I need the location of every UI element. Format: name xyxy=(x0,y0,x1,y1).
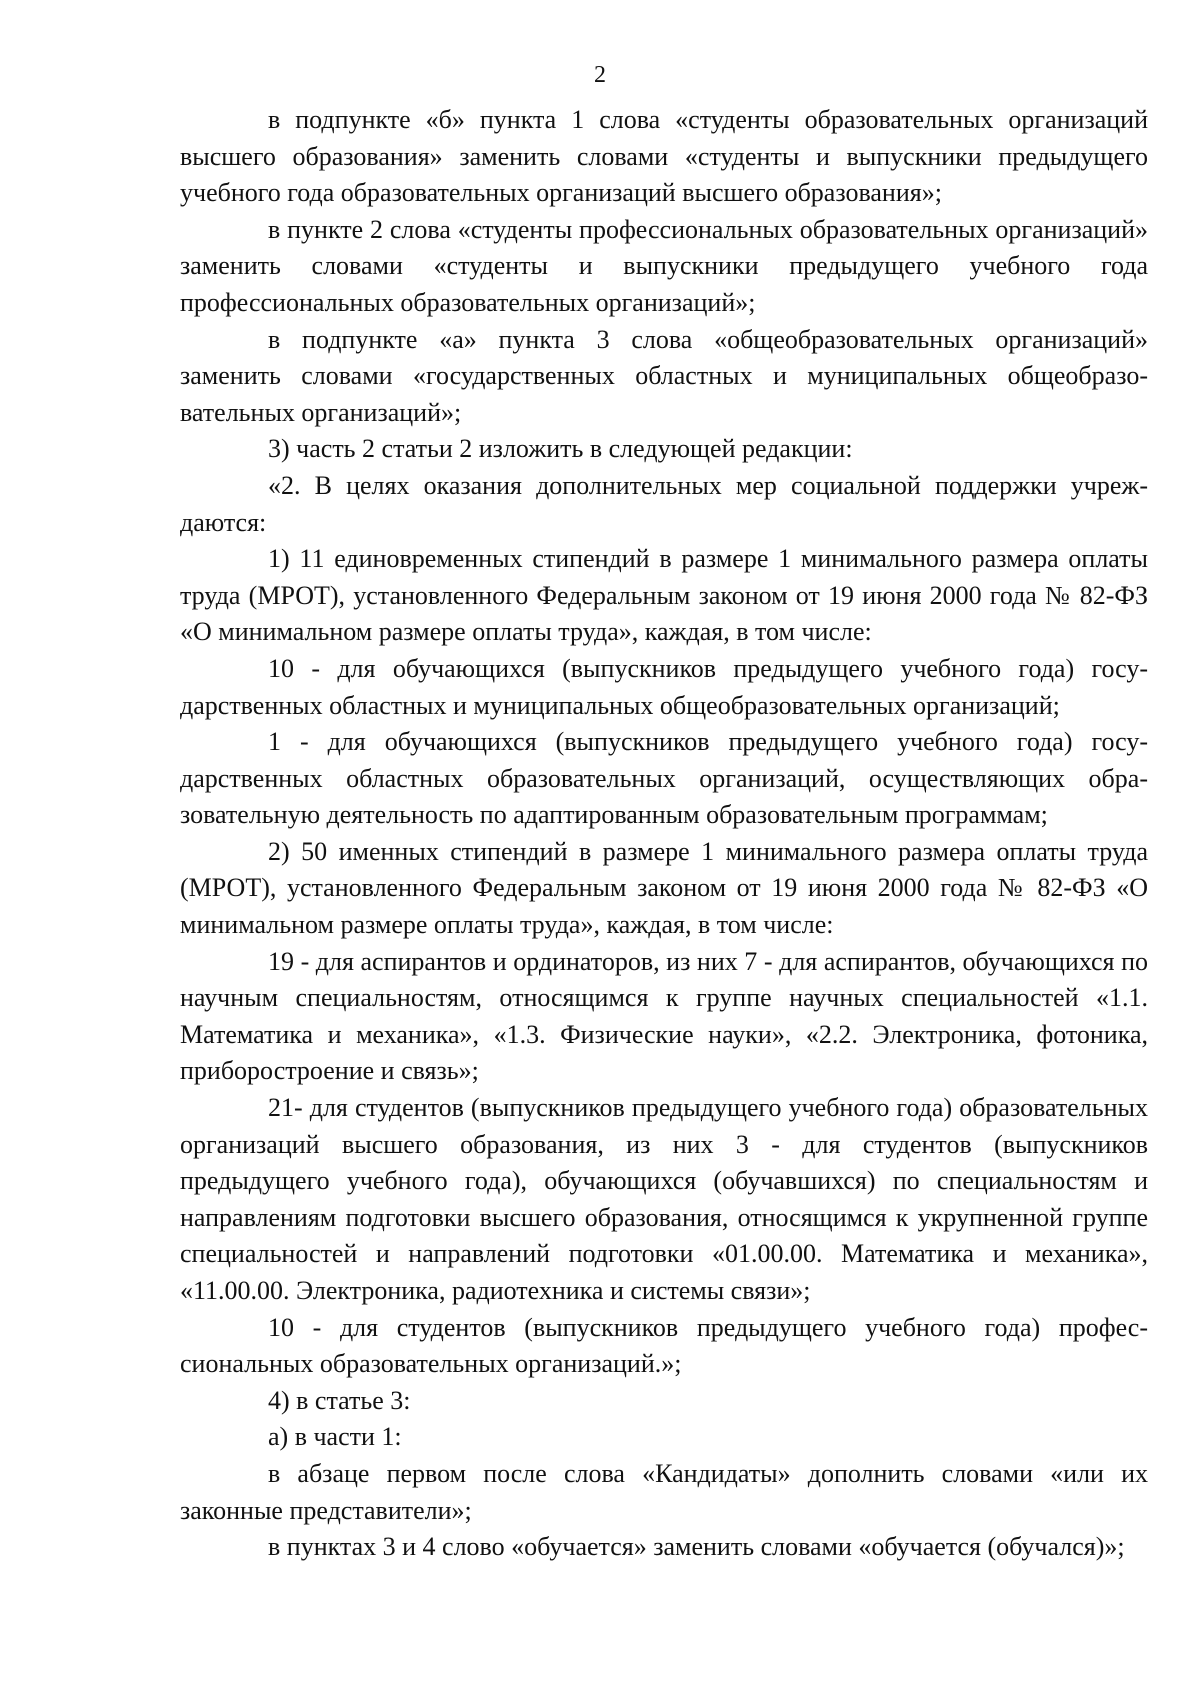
document-body xyxy=(180,102,1148,1566)
paragraph: 4) в статье 3: xyxy=(268,1385,411,1415)
paragraph: в пункте 2 слова «студенты профессиональных образовательных организаций» заменить словами «студенты и выпускники предыдущего учебного года профессиональных образовательных организаций»; xyxy=(180,214,1148,317)
paragraph: 19 - для аспирантов и ординаторов, из них 7 - для аспирантов, обучающихся по научным специальностям, относящимся к группе научных специальностей «1.1. Математика и механика», «1.3. Физические науки», «2.2. Электроника, фотоника, приборостроение и связь»; xyxy=(180,946,1148,1086)
paragraph: в подпункте «б» пункта 1 слова «студенты образовательных организаций высшего образования» заменить словами «студенты и выпускники предыдущего учебного года образовательных организаций высшего образования»; xyxy=(180,105,1148,208)
paragraph: 10 - для студентов (выпускников предыдущего учебного года) профессиональных образовательных организаций.»; xyxy=(180,1312,1148,1379)
paragraph: 3) часть 2 статьи 2 изложить в следующей редакции: xyxy=(268,434,853,464)
paragraph: 1 - для обучающихся (выпускников предыдущего учебного года) государственных областных образовательных организаций, осуществляющих образовательную деятельность по адаптированным образовательным программам; xyxy=(180,727,1148,830)
paragraph: в абзаце первом после слова «Кандидаты» дополнить словами «или их законные представители»; xyxy=(180,1458,1148,1525)
paragraph: в пунктах 3 и 4 слово «обучается» заменить словами «обучается (обучался)»; xyxy=(268,1532,1125,1562)
page-number: 2 xyxy=(594,62,606,88)
paragraph: «2. В целях оказания дополнительных мер социальной поддержки учреждаются: xyxy=(180,470,1148,537)
paragraph: 10 - для обучающихся (выпускников предыдущего учебного года) государственных областных и муниципальных общеобразовательных организаций; xyxy=(180,653,1148,720)
paragraph: 2) 50 именных стипендий в размере 1 минимального размера оплаты труда (МРОТ), установленного Федеральным законом от 19 июня 2000 года № 82-ФЗ «О минимальном размере оплаты труда», каждая, в том числе: xyxy=(180,836,1148,940)
paragraph: 1) 11 единовременных стипендий в размере 1 минимального размера оплаты труда (МРОТ), установленного Федеральным законом от 19 июня 2000 года № 82-ФЗ «О минимальном размере оплаты труда», каждая, в том числе: xyxy=(180,544,1148,647)
paragraph: 21- для студентов (выпускников предыдущего учебного года) образовательных организаций высшего образования, из них 3 - для студентов (выпускников предыдущего учебного года), обучающихся (обучавшихся) по специальностям и направлениям подготовки высшего образования, относящимся к укрупненной группе специальностей и направлений подготовки «01.00.00. Математика и механика», «11.00.00. Электроника, радиотехника и системы связи»; xyxy=(180,1093,1148,1305)
paragraph: в подпункте «а» пункта 3 слова «общеобразовательных организаций» заменить словами «государственных областных и муниципальных общеобразовательных организаций»; xyxy=(180,324,1148,427)
paragraph: а) в части 1: xyxy=(268,1422,402,1452)
